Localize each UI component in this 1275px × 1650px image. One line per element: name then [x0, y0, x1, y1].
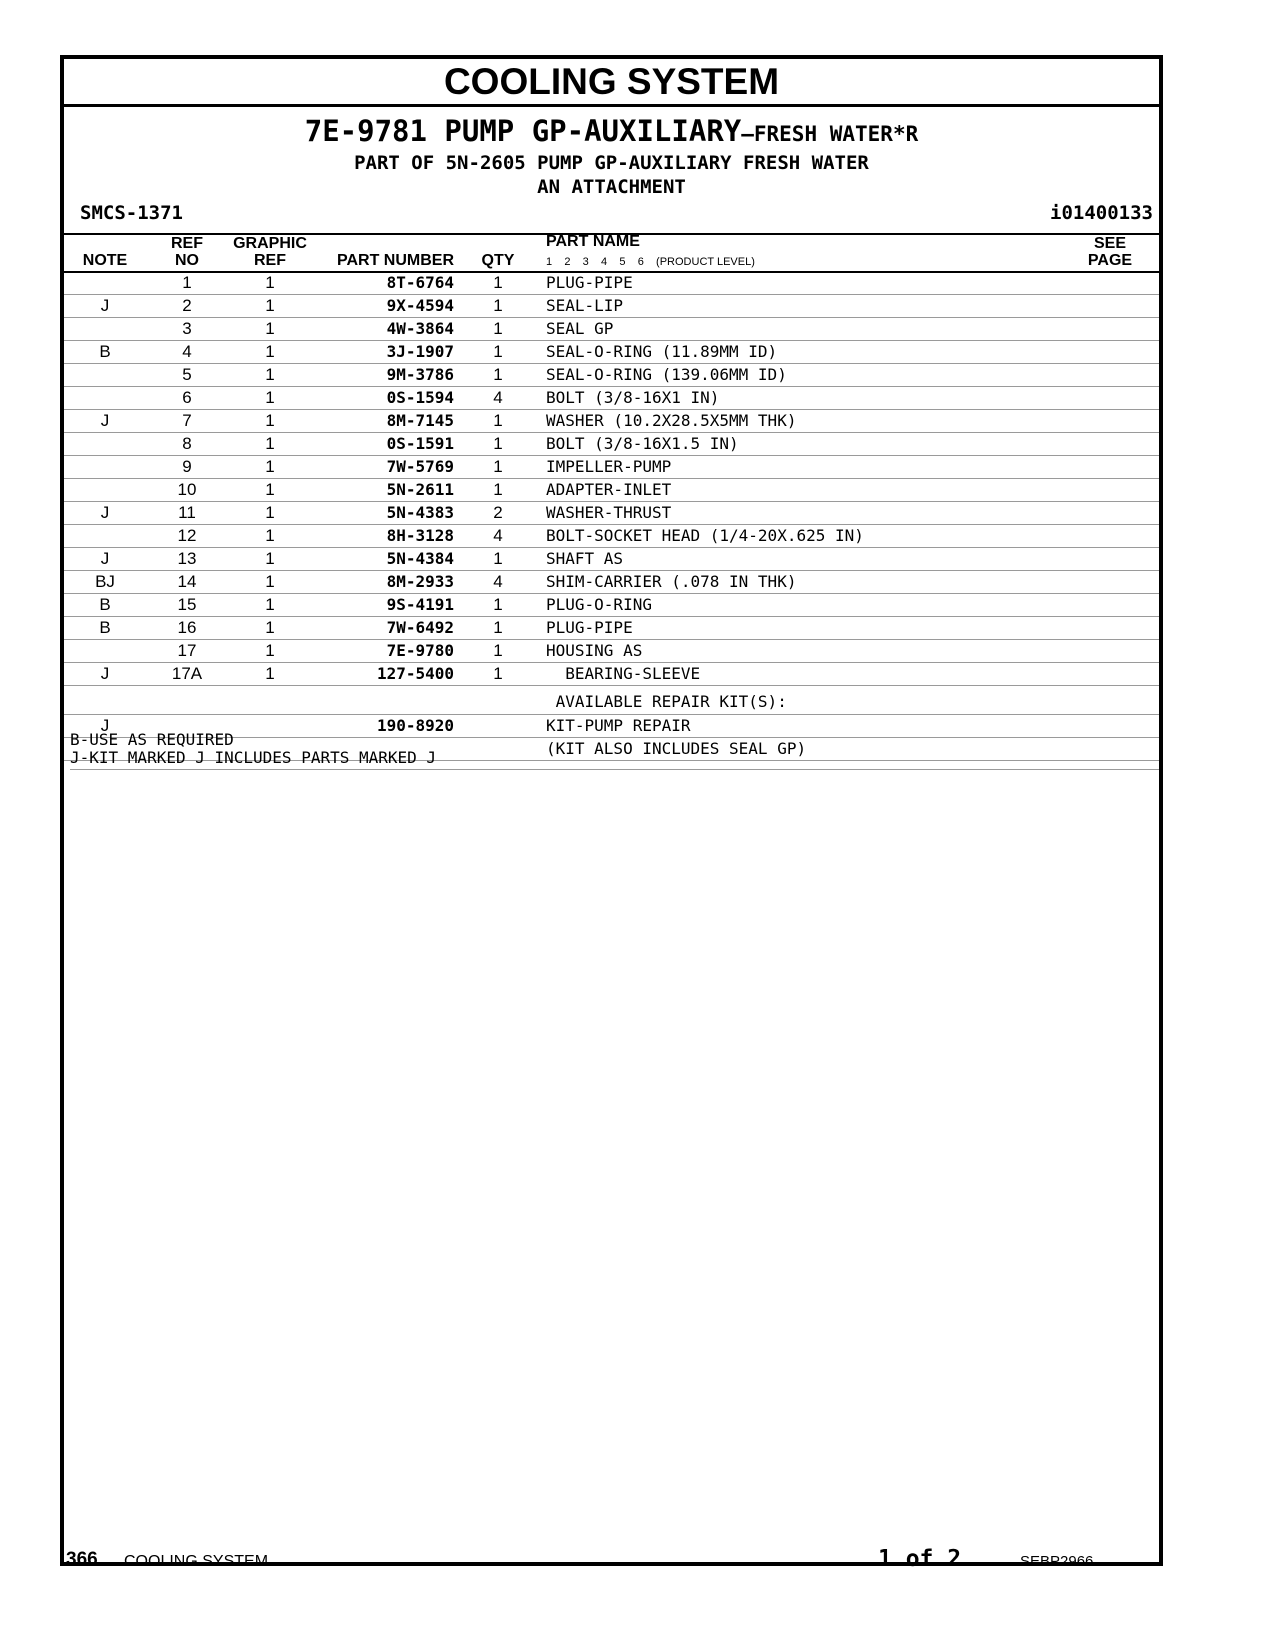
column-header-graphic-bottom: REF: [254, 252, 286, 269]
part-number-cell: 9S-4191: [386, 595, 454, 614]
part-name-cell: SEAL-O-RING (139.06MM ID): [546, 365, 787, 384]
product-level-scale: 1 2 3 4 5 6 (PRODUCT LEVEL): [546, 256, 755, 268]
graphic-cell: 1: [265, 296, 275, 315]
parts-table-body: [64, 272, 1159, 761]
part-name-cell: BEARING-SLEEVE: [546, 664, 701, 683]
repair-kit-heading: AVAILABLE REPAIR KIT(S):: [546, 692, 787, 711]
column-header-graphic: [230, 235, 310, 269]
part-number-cell: 8M-7145: [386, 411, 454, 430]
part-name-cell: ADAPTER-INLET: [546, 480, 672, 499]
footnote-j: J-KIT MARKED J INCLUDES PARTS MARKED J: [70, 748, 437, 767]
qty-cell: 1: [493, 618, 503, 637]
ref-cell: 8: [182, 434, 192, 453]
qty-cell: 1: [493, 319, 503, 338]
graphic-cell: 1: [265, 595, 275, 614]
graphic-cell: 1: [265, 572, 275, 591]
qty-cell: 2: [493, 503, 503, 522]
part-number-cell: 7W-5769: [386, 457, 454, 476]
graphic-cell: 1: [265, 388, 275, 407]
ref-cell: 3: [182, 319, 192, 338]
part-number-cell: 4W-3864: [386, 319, 454, 338]
table-row: [64, 525, 1159, 548]
qty-cell: 1: [493, 434, 503, 453]
qty-cell: 1: [493, 664, 503, 683]
part-number-cell: 0S-1594: [386, 388, 454, 407]
table-row: [64, 364, 1159, 387]
ref-cell: 17: [177, 641, 197, 660]
part-name-cell: PLUG-O-RING: [546, 595, 652, 614]
ref-cell: 1: [182, 273, 192, 292]
column-header-ref-top: REF: [171, 235, 203, 252]
part-name-cell: SHIM-CARRIER (.078 IN THK): [546, 572, 797, 591]
part-name-cell: PLUG-PIPE: [546, 273, 633, 292]
part-of-line: PART OF 5N-2605 PUMP GP-AUXILIARY FRESH WATER: [354, 152, 869, 174]
attachment-line: AN ATTACHMENT: [537, 176, 686, 198]
qty-cell: 1: [493, 365, 503, 384]
table-row: [64, 341, 1159, 364]
smcs-code: SMCS-1371: [80, 202, 183, 224]
table-row: [64, 272, 1159, 295]
part-name-cell: BOLT-SOCKET HEAD (1/4-20X.625 IN): [546, 526, 864, 545]
qty-cell: 1: [493, 457, 503, 476]
ref-cell: 4: [182, 342, 192, 361]
part-number-cell: 190-8920: [376, 716, 454, 735]
ref-cell: 10: [177, 480, 197, 499]
note-cell: B: [99, 595, 111, 614]
table-row: [64, 640, 1159, 663]
qty-cell: 1: [493, 641, 503, 660]
note-cell: BJ: [95, 572, 115, 591]
note-cell: J: [100, 411, 110, 430]
qty-cell: 1: [493, 342, 503, 361]
part-name-cell: BOLT (3/8-16X1 IN): [546, 388, 720, 407]
note-cell: J: [100, 664, 110, 683]
graphic-cell: 1: [265, 342, 275, 361]
graphic-cell: 1: [265, 411, 275, 430]
column-header-see-bottom: PAGE: [1087, 252, 1133, 269]
footer-section-name: COOLING SYSTEM: [124, 1553, 269, 1570]
part-number-cell: 8T-6764: [386, 273, 454, 292]
document-number: SEBP2966: [1020, 1553, 1094, 1570]
illustration-id: i01400133: [1050, 202, 1153, 224]
graphic-cell: 1: [265, 365, 275, 384]
qty-cell: 1: [493, 411, 503, 430]
note-cell: B: [99, 618, 111, 637]
part-name-cell: KIT-PUMP REPAIR: [546, 716, 691, 735]
column-header-ref-bottom: NO: [175, 252, 199, 269]
ref-cell: 13: [177, 549, 197, 568]
table-row: [64, 571, 1159, 594]
table-row: [64, 433, 1159, 456]
table-row: [64, 548, 1159, 571]
part-name-cell: IMPELLER-PUMP: [546, 457, 672, 476]
part-name-cell: WASHER (10.2X28.5X5MM THK): [546, 411, 797, 430]
part-number-cell: 0S-1591: [386, 434, 454, 453]
column-header-part-name: PART NAME: [546, 233, 640, 250]
graphic-cell: 1: [265, 641, 275, 660]
ref-cell: 17A: [171, 664, 203, 683]
note-cell: J: [100, 549, 110, 568]
qty-cell: 4: [493, 526, 503, 545]
qty-cell: 1: [493, 549, 503, 568]
column-header-part-number: PART NUMBER: [336, 252, 454, 269]
graphic-cell: 1: [265, 319, 275, 338]
table-row: [64, 387, 1159, 410]
qty-cell: 1: [493, 273, 503, 292]
table-row: [64, 479, 1159, 502]
ref-cell: 12: [177, 526, 197, 545]
table-row: [64, 456, 1159, 479]
part-number-cell: 7E-9780: [386, 641, 454, 660]
note-cell: J: [100, 716, 110, 735]
graphic-cell: 1: [265, 480, 275, 499]
table-row: [64, 410, 1159, 433]
ref-cell: 2: [182, 296, 192, 315]
column-header-graphic-top: GRAPHIC: [233, 235, 307, 252]
part-number-cell: 127-5400: [376, 664, 454, 683]
section-title: COOLING SYSTEM: [64, 59, 1159, 107]
part-name-cell: SEAL-O-RING (11.89MM ID): [546, 342, 778, 361]
repair-kit-heading-row: [64, 686, 1159, 715]
table-row: [64, 502, 1159, 525]
part-name-cell: SEAL GP: [546, 319, 614, 338]
qty-cell: 1: [493, 480, 503, 499]
part-number-cell: 5N-4383: [386, 503, 454, 522]
page-number: 366: [66, 1549, 98, 1570]
table-row: [64, 617, 1159, 640]
part-number-cell: 5N-4384: [386, 549, 454, 568]
part-name-cell: HOUSING AS: [546, 641, 643, 660]
part-number-cell: 7W-6492: [386, 618, 454, 637]
ref-cell: 11: [178, 503, 196, 522]
ref-cell: 16: [177, 618, 197, 637]
graphic-cell: 1: [265, 526, 275, 545]
group-suffix: —FRESH WATER*R: [741, 122, 919, 146]
column-header-note: NOTE: [82, 252, 128, 269]
group-number: 7E-9781: [304, 114, 427, 148]
ref-cell: 14: [177, 572, 197, 591]
note-cell: J: [100, 296, 110, 315]
part-number-cell: 9M-3786: [386, 365, 454, 384]
qty-cell: 1: [493, 595, 503, 614]
parts-page-frame: [60, 55, 1163, 1566]
ref-cell: 5: [182, 365, 192, 384]
qty-cell: 4: [493, 388, 503, 407]
ref-cell: 15: [177, 595, 197, 614]
footnote-b: B-USE AS REQUIRED: [70, 730, 234, 749]
graphic-cell: 1: [265, 618, 275, 637]
part-name-cell: SEAL-LIP: [546, 296, 624, 315]
part-name-cell: PLUG-PIPE: [546, 618, 633, 637]
part-name-cell: WASHER-THRUST: [546, 503, 672, 522]
ref-cell: 6: [182, 388, 192, 407]
repair-kit-includes: (KIT ALSO INCLUDES SEAL GP): [546, 739, 807, 758]
table-row: [64, 594, 1159, 617]
part-number-cell: 3J-1907: [386, 342, 454, 361]
graphic-cell: 1: [265, 664, 275, 683]
column-header-see-page: [1085, 235, 1135, 269]
group-name: PUMP GP-AUXILIARY: [444, 114, 742, 148]
column-header-ref: [164, 235, 210, 269]
ref-cell: 7: [182, 411, 192, 430]
footnotes: [70, 731, 1159, 770]
part-name-cell: BOLT (3/8-16X1.5 IN): [546, 434, 739, 453]
column-header-see-top: SEE: [1093, 235, 1126, 252]
part-name-cell: SHAFT AS: [546, 549, 624, 568]
graphic-cell: 1: [265, 434, 275, 453]
note-cell: B: [99, 342, 111, 361]
page-of-count: 1 of 2: [878, 1546, 962, 1572]
part-number-cell: 8H-3128: [386, 526, 454, 545]
note-cell: J: [100, 503, 110, 522]
ref-cell: 9: [182, 457, 192, 476]
group-title: [64, 114, 1159, 151]
table-row: [64, 663, 1159, 686]
part-number-cell: 9X-4594: [386, 296, 454, 315]
graphic-cell: 1: [265, 273, 275, 292]
table-row: [64, 295, 1159, 318]
qty-cell: 4: [493, 572, 503, 591]
graphic-cell: 1: [265, 549, 275, 568]
qty-cell: 1: [493, 296, 503, 315]
graphic-cell: 1: [265, 457, 275, 476]
part-number-cell: 8M-2933: [386, 572, 454, 591]
table-row: [64, 318, 1159, 341]
part-number-cell: 5N-2611: [386, 480, 454, 499]
column-header-qty: QTY: [481, 252, 515, 269]
graphic-cell: 1: [265, 503, 275, 522]
